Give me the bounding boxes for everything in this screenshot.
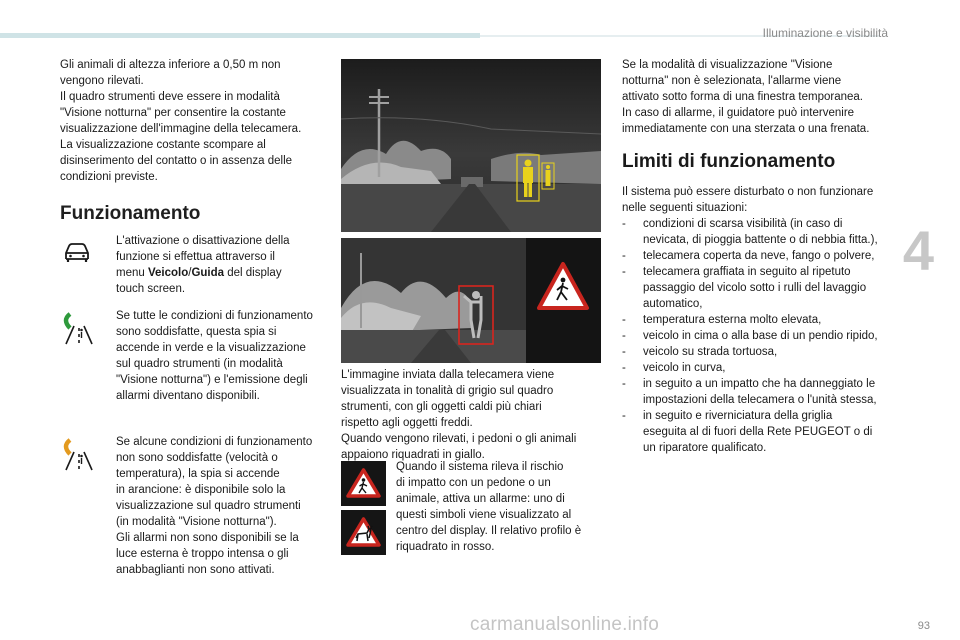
list-item: - temperatura esterna molto elevata, xyxy=(622,314,822,326)
header-accent-bar xyxy=(0,33,480,38)
thermal-image-alert xyxy=(341,238,601,363)
page-number: 93 xyxy=(917,620,930,632)
heading-limiti: Limiti di funzionamento xyxy=(622,151,836,172)
list-item: - veicolo in cima o alla base di un pendio ripido, xyxy=(622,330,878,342)
chapter-number: 4 xyxy=(902,219,934,282)
orange-indicator-text: Se alcune condizioni di funzionamento non sono soddisfatte (velocità o temperatura), la spia si accende in arancione: è disponibile solo la visualizzazione sul quadro strumenti (in modalità "Visione notturna"). Gli allarmi non sono disponibili se la luce esterna è troppo intensa o gli anabbaglianti non sono attivati. xyxy=(116,436,313,576)
night-vision-green-icon xyxy=(60,308,94,348)
green-indicator-text: Se tutte le condizioni di funzionamento sono soddisfatte, questa spia si accende in verde e la visualizzazione sul quadro strumenti (in modalità "Visione notturna") e l'emissione degli allarmi diventano disponibili. xyxy=(116,310,313,402)
intro-paragraph: Gli animali di altezza inferiore a 0,50 m non vengono rilevati. Il quadro strumenti deve essere in modalità "Visione notturna" per consentire la costante visualizzazione dell'immagine della telecamera. La visualizzazione costante scompare al disinserimento del contatto o in assenza delle condizioni previste. xyxy=(60,59,302,183)
list-item: - telecamera coperta da neve, fango o polvere, xyxy=(622,250,875,262)
car-icon xyxy=(60,233,94,273)
column-left xyxy=(60,57,330,226)
list-item: - condizioni di scarsa visibilità (in caso di nevicata, di pioggia battente o di nebbia fitta.), xyxy=(622,218,878,246)
section-title: Illuminazione e visibilità xyxy=(762,26,888,40)
activation-text: L'attivazione o disattivazione della funzione si effettua attraverso il menu Veicolo/Guida del display touch screen. xyxy=(116,235,290,295)
list-item: - telecamera graffiata in seguito al ripetuto passaggio del vicolo sotto i rulli del lavaggio automatico, xyxy=(622,266,867,310)
pedestrian-warning-icon xyxy=(341,461,386,506)
watermark[interactable]: carmanualsonline.info xyxy=(470,614,660,635)
menu-guida: Guida xyxy=(191,267,225,279)
menu-veicolo: Veicolo xyxy=(147,267,189,279)
image-caption: L'immagine inviata dalla telecamera viene visualizzata in tonalità di grigio sul quadro strumenti, con gli oggetti caldi più chiari rispetto agli oggetti freddi. Quando vengono rilevati, i pedoni o gli animali appaiono riquadrati in giallo. xyxy=(341,369,577,461)
list-item: - in seguito a un impatto che ha danneggiato le impostazioni della telecamera o l'unità stessa, xyxy=(622,378,877,406)
thermal-image-pedestrian xyxy=(341,59,601,232)
limits-intro: Il sistema può essere disturbato o non funzionare nelle seguenti situazioni: xyxy=(622,186,874,214)
alert-description: Quando il sistema rileva il rischio di impatto con un pedone o un animale, attiva un allarme: uno di questi simboli viene visualizzato al centro del display. Il relativo profilo è riquadrato in rosso. xyxy=(396,461,582,553)
list-item: - veicolo su strada tortuosa, xyxy=(622,346,778,358)
night-vision-orange-icon xyxy=(60,434,94,474)
animal-warning-icon xyxy=(341,510,386,555)
list-item: - veicolo in curva, xyxy=(622,362,726,374)
limits-list xyxy=(622,216,890,456)
heading-funzionamento: Funzionamento xyxy=(60,203,201,224)
temporary-window-paragraph: Se la modalità di visualizzazione "Visione notturna" non è selezionata, l'allarme viene attivato sotto forma di una finestra temporanea. In caso di allarme, il guidatore può intervenire immediatamente con una sterzata o una frenata. xyxy=(622,59,870,135)
list-item: - in seguito e riverniciatura della griglia eseguita al di fuori della Rete PEUGEOT o di un riparatore qualificato. xyxy=(622,410,873,454)
